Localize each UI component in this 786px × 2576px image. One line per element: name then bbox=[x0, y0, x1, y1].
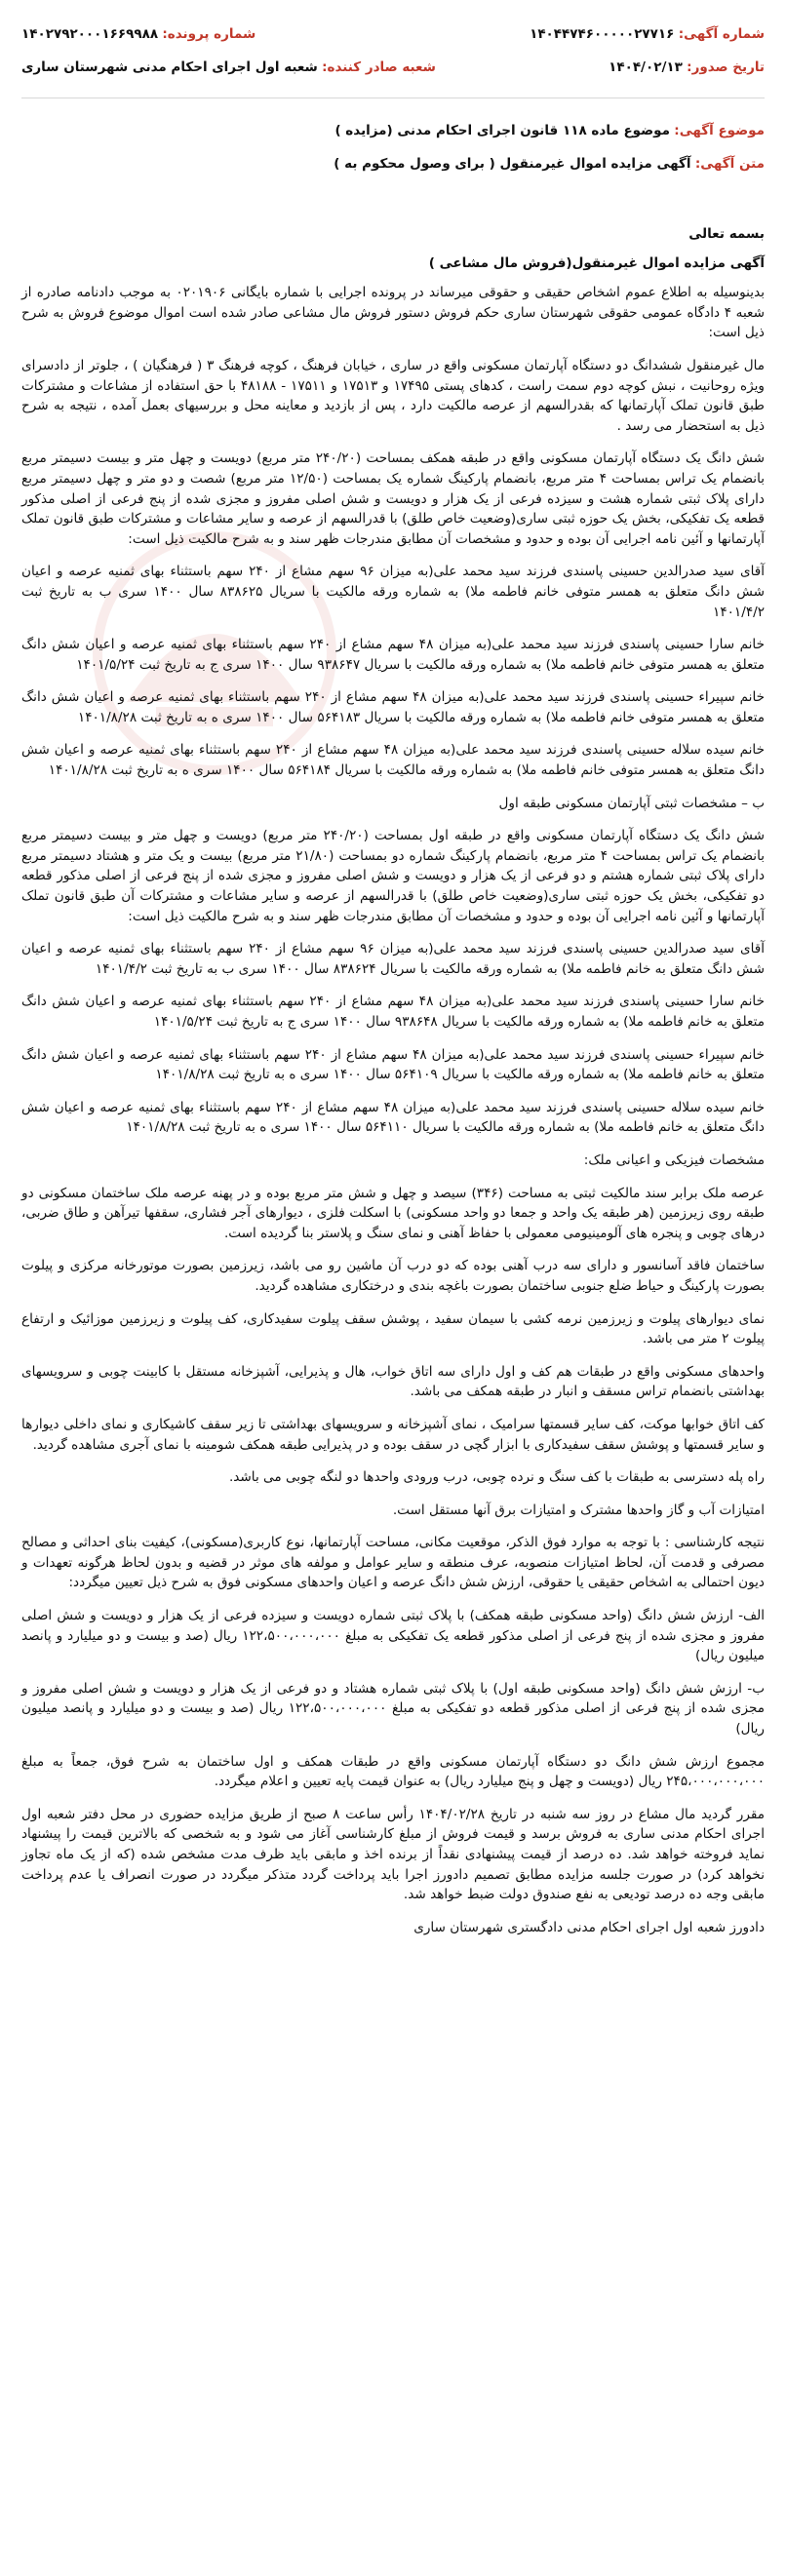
issuing-unit: شعبه اول اجرای احکام مدنی شهرستان ساری bbox=[21, 59, 318, 75]
subject-label: موضوع آگهی: bbox=[674, 123, 765, 138]
notice-number-label: شماره آگهی: bbox=[678, 26, 765, 42]
notice-number: ۱۴۰۴۴۷۴۶۰۰۰۰۰۲۷۷۱۶ bbox=[530, 26, 675, 42]
body-paragraph: نتیجه کارشناسی : با توجه به موارد فوق الذکر، موقعیت مکانی، مساحت آپارتمانها، نوع کاربری(مسکونی)، کیفیت بنای احداثی و مصالح مصرفی و قدمت آن، لحاظ امتیازات منصوبه، عرف منطقه و سایر عوامل و مولفه های موثر در قضیه و بدون لحاظ هرگونه تعهدات و دیون احتمالی به اشخاص حقیقی یا حقوقی، ارزش شش دانگ عرصه و اعیان واحدهای مسکونی فوق به شرح ذیل تعیین میگردد: bbox=[21, 1535, 765, 1591]
body-paragraph: بدینوسیله به اطلاع عموم اشخاص حقیقی و حقوقی میرساند در پرونده اجرایی با شماره بایگانی ۰۲۰۱۹۰۶ به موجب دادنامه صادره از شعبه ۴ دادگاه عمومی حقوقی شهرستان ساری حکم فروش دستور فروش مال مشاعی صادر شده است اموال موضوع فروش به شرح ذیل است: bbox=[21, 285, 765, 341]
case-number-row bbox=[21, 25, 255, 43]
text-title: آگهی مزایده اموال غیرمنقول ( برای وصول محکوم به ) bbox=[334, 156, 691, 172]
body-paragraph: ب- ارزش شش دانگ (واحد مسکونی طبقه اول) با پلاک ثبتی شماره هشتاد و دو فرعی از یک هزار و دویست و شش اصلی مفروز و مجزی شده از پنج فرعی از اصلی مذکور قطعه دو تفکیکی به مبلغ ۱۲۲،۵۰۰،۰۰۰،۰۰۰ ریال (صد و بیست و دو میلیارد و پانصد میلیون ریال) bbox=[21, 1680, 765, 1737]
notice-meta bbox=[21, 8, 765, 98]
bismillah: بسمه تعالی bbox=[688, 226, 765, 242]
body-paragraph: ب – مشخصات ثبتی آپارتمان مسکونی طبقه اول bbox=[498, 795, 765, 811]
body-paragraph: خانم سپیراء حسینی پاسندی فرزند سید محمد علی(به میزان ۴۸ سهم مشاع از ۲۴۰ سهم باستثناء بهای ثمنیه عرصه و اعیان شش دانگ متعلق به خانم فاطمه ملا) به شماره ورقه مالکیت با سریال ۵۶۴۱۰۹ سال ۱۴۰۰ سری ه به تاریخ ثبت ۱۴۰۱/۸/۲۸ bbox=[21, 1046, 766, 1083]
issuing-unit-row bbox=[21, 59, 436, 76]
body-paragraph: کف اتاق خوابها موکت، کف سایر قسمتها سرامیک ، نمای آشپزخانه و سرویسهای بهداشتی تا زیر سقف کاشیکاری و نمای داخلی دیوارها و سایر قسمتها و پوشش سقف سفیدکاری با ابزار گچی در سقف بوده و در پذیرایی طبقه همکف شومینه با نمای آجری مشاهده گردید. bbox=[21, 1416, 765, 1453]
body-paragraph: ساختمان فاقد آسانسور و دارای سه درب آهنی بوده که دو درب آن ماشین رو می باشد، زیرزمین بصورت موتورخانه مرکزی و پیلوت بصورت پارکینگ و حیاط ضلع جنوبی ساختمان بصورت باغچه بندی و درختکاری مشاهده گردید. bbox=[21, 1258, 765, 1294]
notice-body bbox=[21, 224, 765, 1950]
body-paragraph: مجموع ارزش شش دانگ دو دستگاه آپارتمان مسکونی واقع در طبقات همکف و اول ساختمان به شرح فوق، جمعاً به مبلغ ۲۴۵،۰۰۰،۰۰۰،۰۰۰ ریال (دویست و چهل و پنج میلیارد ریال) به عنوان قیمت پایه تعیین و اعلام میگردد. bbox=[21, 1753, 765, 1790]
issue-date-label: تاریخ صدور: bbox=[687, 59, 765, 75]
body-paragraph: عرصه ملک برابر سند مالکیت ثبتی به مساحت (۳۴۶) سیصد و چهل و شش متر مربع بوده و در پهنه عرصه ملک ساختمان مسکونی دو طبقه روی زیرزمین (هر طبقه یک واحد و جمعا دو واحد مسکونی) با اسکلت فلزی ، دیوارهای آجر فشاری، سقفها تیرآهن و طاق ضربی، درهای چوبی و پنجره های آلومینیومی معمولی با حفاظ آهنی و نمای سنگ و پلاستر بنا گردیده است. bbox=[21, 1185, 765, 1241]
body-paragraph: مال غیرمنقول ششدانگ دو دستگاه آپارتمان مسکونی واقع در ساری ، خیابان فرهنگ ، کوچه فرهنگ ۳ ( فرهنگیان ) ، جلوتر از دادسرای ویژه روحانیت ، نبش کوچه دوم سمت راست ، کدهای پستی ۱۷۴۹۵ و ۱۷۵۱۳ و ۱۷۵۱۱ - ۴۸۱۸۸ با حق استفاده از مشاعات و مشترکات طبق قانون تملک آپارتمانها که بقدرالسهم از عرصه مالکیت دارد ، پس از بازدید و معاینه محل و بررسیهای بعمل آمده ، نتیجه به شرح ذیل به استحضار می رسد . bbox=[21, 357, 765, 434]
body-paragraph: واحدهای مسکونی واقع در طبقات هم کف و اول دارای سه اتاق خواب، هال و پذیرایی، آشپزخانه مستقل با کابینت چوبی و سرویسهای بهداشتی بانضمام تراس مسقف و انبار در طبقه همکف می باشد. bbox=[21, 1363, 765, 1400]
body-paragraph: شش دانگ یک دستگاه آپارتمان مسکونی واقع در طبقه اول بمساحت (۲۴۰/۲۰ متر مربع) دویست و چهل متر و بیست دسیمتر مربع بانضمام یک تراس بمساحت ۴ متر مربع، بانضمام پارکینگ شماره دو بمساحت (۲۱/۸۰ متر مربع) بیست و یک متر و هشتاد دسیمتر مربع دارای پلاک ثبتی شماره هشتم و دو فرعی از یک هزار و دویست و شش اصلی مفروز و مجزی شده از پنج فرعی از اصلی مذکور قطعه دو تفکیکی، بخش یک حوزه ثبتی ساری(وضعیت خاص طلق) با قدرالسهم از عرصه و سایر مشاعات و مشترکات آن طبق قانون تملک آپارتمانها و آئین نامه اجرایی آن بوده و حدود و مشخصات آن مطابق مندرجات ظهر سند و به شرح مالکیت ذیل است: bbox=[21, 828, 765, 924]
issue-date-row bbox=[609, 59, 765, 76]
body-paragraph: آقای سید صدرالدین حسینی پاسندی فرزند سید محمد علی(به میزان ۹۶ سهم مشاع از ۲۴۰ سهم باستثناء بهای ثمنیه عرصه و اعیان شش دانگ متعلق به خانم فاطمه ملا) به شماره ورقه مالکیت با سریال ۸۳۸۶۲۴ سال ۱۴۰۰ سری ب به تاریخ ثبت ۱۴۰۱/۴/۲ bbox=[21, 941, 765, 977]
subject-row bbox=[334, 123, 765, 138]
body-paragraph: خانم سپیراء حسینی پاسندی فرزند سید محمد علی(به میزان ۴۸ سهم مشاع از ۲۴۰ سهم باستثناء بهای ثمنیه عرصه و اعیان شش دانگ متعلق به همسر متوفی خانم فاطمه ملا) به شماره ورقه مالکیت با سریال ۵۶۴۱۸۳ سال ۱۴۰۰ سری ه به تاریخ ثبت ۱۴۰۱/۸/۲۸ bbox=[21, 689, 766, 725]
issuing-unit-label: شعبه صادر کننده: bbox=[322, 59, 436, 75]
issue-date: ۱۴۰۴/۰۲/۱۳ bbox=[609, 59, 683, 75]
body-paragraph: خانم سیده سلاله حسینی پاسندی فرزند سید محمد علی(به میزان ۴۸ سهم مشاع از ۲۴۰ سهم باستثناء بهای ثمنیه عرصه و اعیان شش دانگ متعلق به خانم فاطمه ملا) به شماره ورقه مالکیت با سریال ۵۶۴۱۱۰ سال ۱۴۰۰ سری ه به تاریخ ثبت ۱۴۰۱/۸/۲۸ bbox=[21, 1099, 765, 1136]
body-paragraph: آقای سید صدرالدین حسینی پاسندی فرزند سید محمد علی(به میزان ۹۶ سهم مشاع از ۲۴۰ سهم باستثناء بهای ثمنیه عرصه و اعیان شش دانگ متعلق به همسر متوفی خانم فاطمه ملا) به شماره ورقه مالکیت با سریال ۸۳۸۶۲۵ سال ۱۴۰۰ سری ب به تاریخ ثبت ۱۴۰۱/۴/۲ bbox=[21, 564, 765, 620]
subject-text: موضوع ماده ۱۱۸ قانون اجرای احکام مدنی (مزایده ) bbox=[334, 123, 670, 138]
body-paragraph: امتیازات آب و گاز واحدها مشترک و امتیازات برق آنها مستقل است. bbox=[392, 1502, 765, 1518]
notice-heading: آگهی مزایده اموال غیرمنقول(فروش مال مشاعی ) bbox=[428, 254, 765, 271]
text-label: متن آگهی: bbox=[694, 156, 765, 172]
text-title-row bbox=[334, 156, 765, 172]
body-paragraph: خانم سارا حسینی پاسندی فرزند سید محمد علی(به میزان ۴۸ سهم مشاع از ۲۴۰ سهم باستثناء بهای ثمنیه عرصه و اعیان شش دانگ متعلق به خانم فاطمه ملا) به شماره ورقه مالکیت با سریال ۹۳۸۶۴۸ سال ۱۴۰۰ سری ج به تاریخ ثبت ۱۴۰۱/۵/۲۴ bbox=[21, 994, 765, 1030]
body-paragraph: نمای دیوارهای پیلوت و زیرزمین نرمه کشی با سیمان سفید ، پوشش سقف پیلوت سفیدکاری، کف پیلوت و زیرزمین موزائیک و ارتفاع پیلوت ۲ متر می باشد. bbox=[21, 1310, 765, 1347]
body-paragraph: مشخصات فیزیکی و اعیانی ملک: bbox=[583, 1151, 765, 1168]
paragraph-list bbox=[21, 283, 765, 1937]
body-paragraph: خانم سارا حسینی پاسندی فرزند سید محمد علی(به میزان ۴۸ سهم مشاع از ۲۴۰ سهم باستثناء بهای ثمنیه عرصه و اعیان شش دانگ متعلق به همسر متوفی خانم فاطمه ملا) به شماره ورقه مالکیت با سریال ۹۳۸۶۴۷ سال ۱۴۰۰ سری ج به تاریخ ثبت ۱۴۰۱/۵/۲۴ bbox=[21, 637, 765, 673]
body-paragraph: خانم سیده سلاله حسینی پاسندی فرزند سید محمد علی(به میزان ۴۸ سهم مشاع از ۲۴۰ سهم باستثناء بهای ثمنیه عرصه و اعیان شش دانگ متعلق به همسر متوفی خانم فاطمه ملا) به شماره ورقه مالکیت با سریال ۵۶۴۱۸۴ سال ۱۴۰۰ سری ه به تاریخ ثبت ۱۴۰۱/۸/۲۸ bbox=[21, 742, 765, 779]
body-paragraph: مقرر گردید مال مشاع در روز سه شنبه در تاریخ ۱۴۰۴/۰۲/۲۸ رأس ساعت ۸ صبح از طریق مزایده حضوری در محل دفتر شعبه اول اجرای احکام مدنی ساری به فروش برسد و قیمت فروش از مبلغ کارشناسی آغاز می شود و به شخصی که بالاترین قیمت را پیشنهاد نماید فروخته خواهد شد. ده درصد از قیمت پیشنهادی نقداً از برنده اخذ و مابقی باید ظرف مدت مشخص شده (که از یک ماه تجاوز نخواهد کرد) در صورت جلسه مزایده مطابق تصمیم دادورز اجرا باید پرداخت گردد متذکر میگردد در صورت انصراف یا عدم پرداخت مابقی وجه ده درصد تودیعی به نفع صندوق دولت ضبط خواهد شد. bbox=[21, 1806, 765, 1903]
body-paragraph: الف- ارزش شش دانگ (واحد مسکونی طبقه همکف) با پلاک ثبتی شماره دویست و سیزده فرعی از یک هزار و دویست و شش اصلی مفروز و مجزی شده از پنج فرعی از اصلی مذکور قطعه یک تفکیکی به مبلغ ۱۲۲،۵۰۰،۰۰۰،۰۰۰ ریال (صد و بیست و دو میلیارد و پانصد میلیون ریال) bbox=[21, 1608, 765, 1664]
body-paragraph: راه پله دسترسی به طبقات با کف سنگ و نرده چوبی، درب ورودی واحدها دو لنگه چوبی می باشد. bbox=[228, 1469, 765, 1486]
body-paragraph: شش دانگ یک دستگاه آپارتمان مسکونی واقع در طبقه همکف بمساحت (۲۴۰/۲۰ متر مربع) دویست و چهل متر و بیست دسیمتر مربع بانضمام یک تراس بمساحت ۴ متر مربع، بانضمام پارکینگ شماره یک بمساحت (۱۲/۵۰ متر مربع) شصت و دو متر و چهل دسیمتر مربع دارای پلاک ثبتی شماره هشت و سیزده فرعی از یک هزار و دویست و شش اصلی مفروز و مجزی شده از پنج فرعی از اصلی مذکور قطعه یک تفکیکی، بخش یک حوزه ثبتی ساری(وضعیت خاص طلق) با قدرالسهم از عرصه و سایر مشاعات و مشترکات طبق قانون تملک آپارتمانها و آئین نامه اجرایی آن بوده و حدود و مشخصات آن مطابق مندرجات ظهر سند و به شرح مالکیت ذیل است: bbox=[21, 450, 765, 547]
body-paragraph: دادورز شعبه اول اجرای احکام مدنی دادگستری شهرستان ساری bbox=[413, 1919, 765, 1935]
notice-number-row bbox=[530, 25, 765, 43]
case-number-label: شماره پرونده: bbox=[162, 26, 256, 42]
case-number: ۱۴۰۲۷۹۲۰۰۰۱۶۶۹۹۸۸ bbox=[21, 26, 159, 42]
